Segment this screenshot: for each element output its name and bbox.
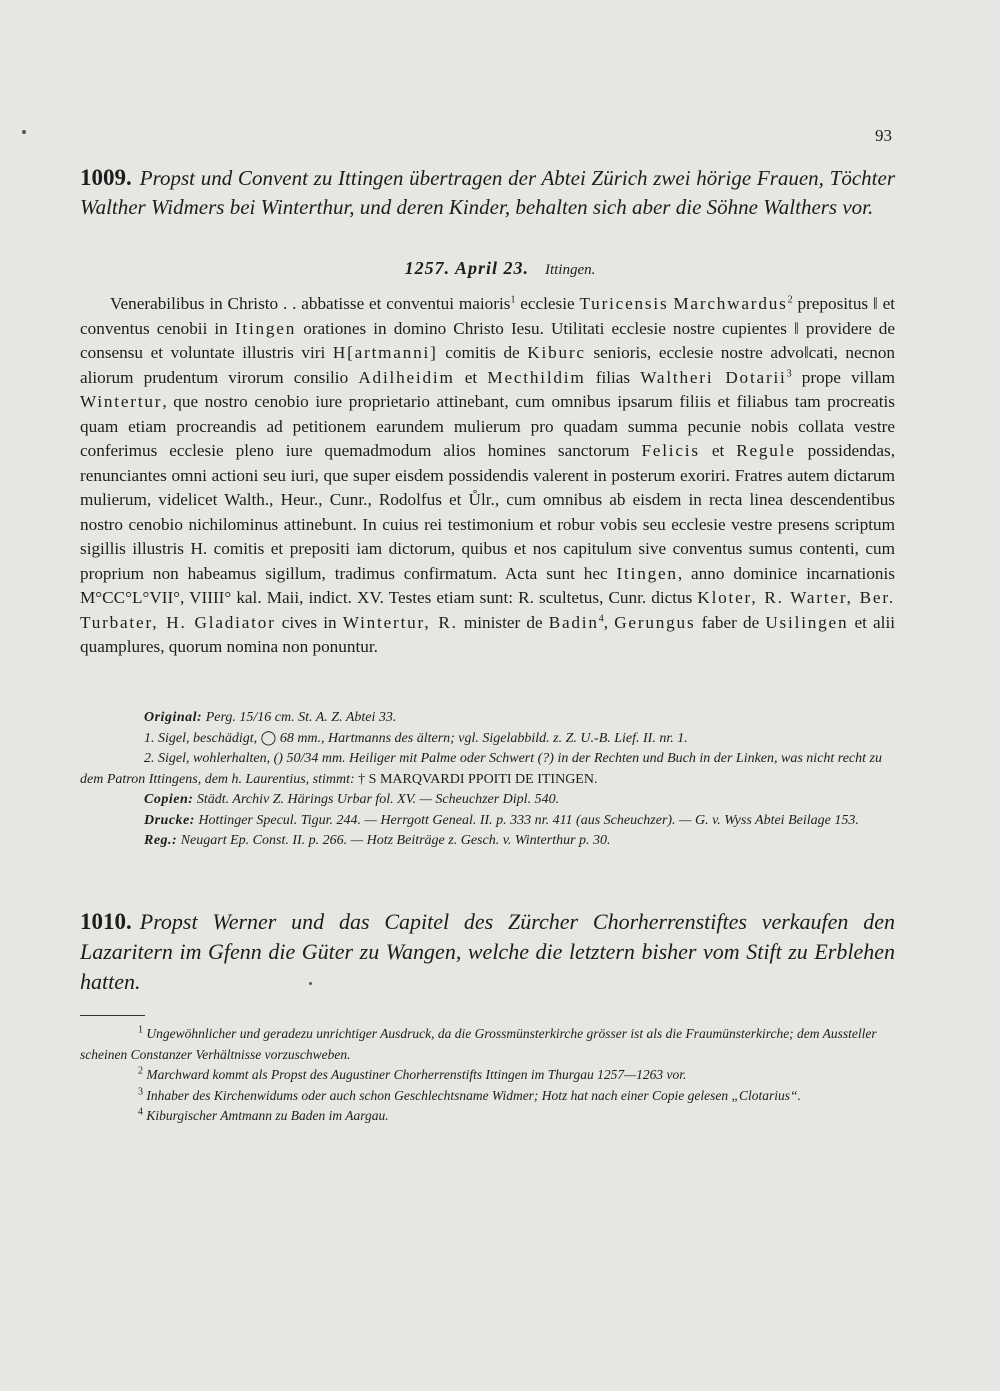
footnote: $^2$ Marchward kommt als Propst des Augustiner Chorherrenstifts Ittingen im Thurgau 1257—1263 vor.	[138, 1065, 687, 1082]
footnote-ref: 4	[598, 612, 604, 624]
page-speck	[22, 130, 26, 134]
footnote: $^1$ Ungewöhnlicher und geradezu unrichtiger Ausdruck, da die Grossmünsterkirche grösser ist als die Fraumünsterkirche; dem Aussteller scheinen Constanzer Verhältnisse vorzuschweben.	[80, 1024, 877, 1062]
footnote-ref: 2	[787, 294, 793, 306]
footnote-ref: 3	[786, 367, 792, 379]
critical-apparatus	[80, 708, 895, 852]
charter-text	[80, 292, 895, 660]
document-date: 1257. April 23.	[404, 258, 529, 278]
note-original: Original: Perg. 15/16 cm. St. A. Z. Abtei 33.	[144, 710, 397, 725]
footnotes	[80, 1024, 895, 1127]
note-copies: Copien: Städt. Archiv Z. Härings Urbar fol. XV. — Scheuchzer Dipl. 540.	[144, 792, 560, 807]
document-title: Propst und Convent zu Ittingen übertragen der Abtei Zürich zwei hörige Frauen, Töchter Walther Widmers bei Winterthur, und deren Kinder, behalten sich aber die Söhne Walthers vor.	[80, 166, 895, 219]
seal-legend: † S MARQVARDI PPOITI DE ITINGEN.	[358, 771, 598, 787]
document-heading-1010	[80, 907, 895, 997]
page-number: 93	[875, 126, 892, 145]
note-regest: Reg.: Neugart Ep. Const. II. p. 266. — Hotz Beiträge z. Gesch. v. Winterthur p. 30.	[144, 833, 611, 848]
date-line	[0, 258, 1000, 279]
document-title: Propst Werner und das Capitel des Zürcher Chorherrenstiftes verkaufen den Lazaritern im Gfenn die Güter zu Wangen, welche die letztern bisher vom Stift zu Erblehen hatten.	[80, 909, 895, 994]
note-prints: Drucke: Hottinger Specul. Tigur. 244. — Herrgott Geneal. II. p. 333 nr. 411 (aus Scheuchzer). — G. v. Wyss Abtei Beilage 153.	[144, 812, 859, 828]
document-heading-1009	[80, 163, 895, 222]
footnote-ref: 1	[510, 294, 516, 306]
note-seal-1: 1. Sigel, beschädigt, ◯ 68 mm., Hartmanns des ältern; vgl. Sigelabbild. z. Z. U.-B. Lief. II. nr. 1.	[144, 730, 688, 746]
footnote: $^3$ Inhaber des Kirchenwidums oder auch schon Geschlechtsname Widmer; Hotz hat nach einer Copie gelesen „Clotarius“.	[138, 1086, 801, 1103]
note-seal-2: 2. Sigel, wohlerhalten, () 50/34 mm. Heiliger mit Palme oder Schwert (?) in der Rechten und Buch in der Linken, was nicht recht zu dem Patron Ittingens, dem h. Laurentius, stimmt: † S MARQVARDI PPOITI DE ITINGEN.	[80, 751, 882, 787]
document-number: 1010.	[80, 909, 132, 934]
document-number: 1009.	[80, 165, 132, 190]
footnote-divider	[80, 1015, 145, 1016]
charter-paragraph: Venerabilibus in Christo . . abbatisse et conventui maioris$^1$ ecclesie Turicensis Marchwardus$^2$ prepositus ‖ et conventus cenobii in Itingen orationes in domino Christo Iesu. Utilitati ecclesie nostre cupientes ‖ providere de consensu et voluntate illustris viri H[artmanni] comitis de Kiburc senioris, ecclesie nostre advo‖cati, necnon aliorum prudentum virorum consilio Adilheidim et Mecthildim filias Waltheri Dotarii$^3$ prope villam Wintertur, que nostro cenobio iure proprietario attinebant, cum omnibus ipsarum filiis et filiabus tam procreatis quam etiam procreandis ad petitionem earundem mulierum pro quadam summa pecunie nobis collata vestre conferimus ecclesie pleno iure quemadmodum alios homines sanctorum Felicis et Regule possidendas, renunciantes omni actioni seu iuri, que super eisdem possidendis valerent in posterum exoriri. Fratres autem dictarum mulierum, videlicet Walth., Heur., Cunr., Rodolfus et Ůlr., cum omnibus ab eisdem in recta linea descendentibus nostro cenobio nichilominus attinebunt. In cuius rei testimonium et robur vobis seu ecclesie vestre presens scriptum sigillis illustris H. comitis et prepositi iam dictorum, quibus et nos capitulum sive conventus sumus contenti, cum proprium non habeamus sigillum, tradimus confirmatum. Acta sunt hec Itingen, anno dominice incarnationis M°CC°L°VII°, VIIII° kal. Maii, indict. XV. Testes etiam sunt: R. scultetus, Cunr. dictus Kloter, R. Warter, Ber. Turbater, H. Gladiator cives in Wintertur, R. minister de Badin$^4$, Gerungus faber de Usilingen et alii quamplures, quorum nomina non ponuntur.	[80, 294, 896, 656]
document-place: Ittingen.	[544, 262, 596, 278]
footnote: $^4$ Kiburgischer Amtmann zu Baden im Aargau.	[138, 1106, 389, 1123]
